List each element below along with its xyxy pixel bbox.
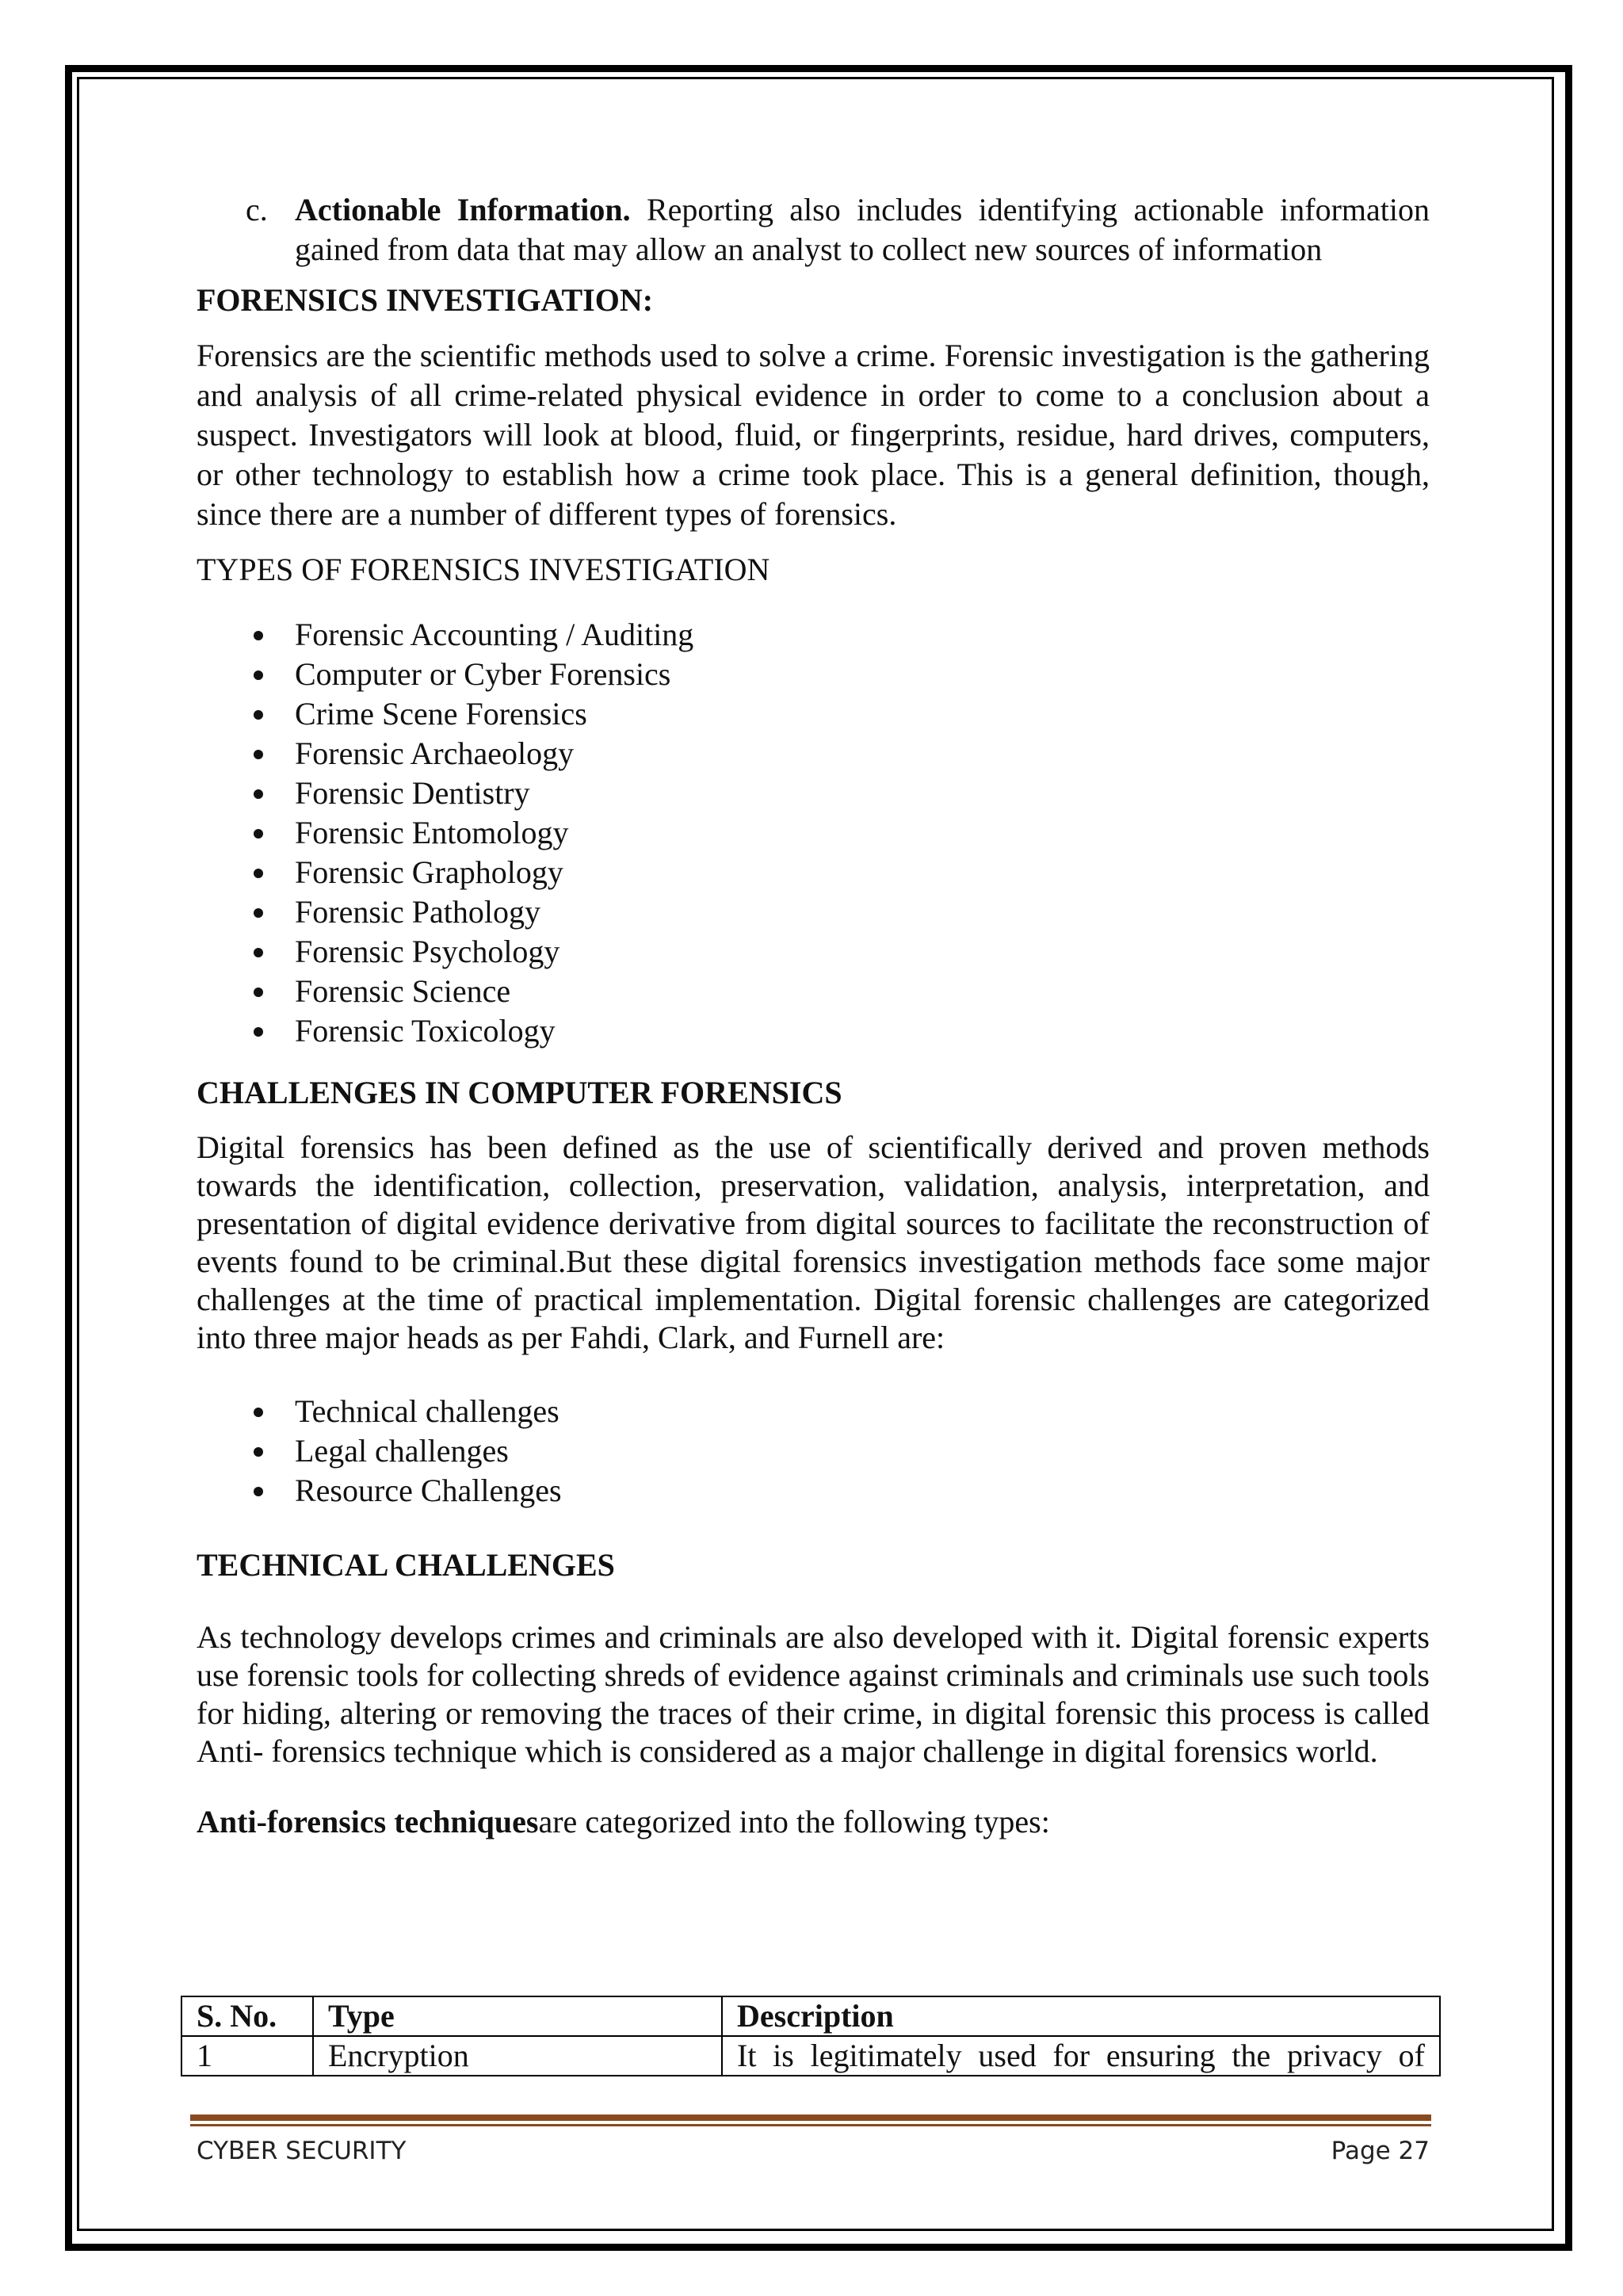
table-cell-type: Encryption: [313, 2036, 722, 2076]
technical-heading: TECHNICAL CHALLENGES: [197, 1547, 615, 1583]
footer-rule-thin: [190, 2124, 1431, 2126]
list-item: Crime Scene Forensics: [197, 694, 1430, 734]
list-item: Forensic Toxicology: [197, 1011, 1430, 1051]
bullet-icon: [254, 670, 263, 680]
list-item: Forensic Dentistry: [197, 774, 1430, 813]
bullet-icon: [254, 1408, 263, 1417]
bullet-icon: [254, 988, 263, 997]
bullet-icon: [254, 908, 263, 918]
table-header-row: [181, 1996, 1440, 2036]
challenges-list: [197, 1392, 1430, 1511]
technical-body: As technology develops crimes and criminals are also developed with it. Digital forensic experts use forensic tools for collecting shreds of evidence against criminals and criminals use such tools for hiding, altering or removing the traces of their crime, in digital forensic this process is called Anti- forensics technique which is considered as a major challenge in digital forensics world.: [197, 1619, 1430, 1769]
footer-rule-thick: [190, 2115, 1431, 2121]
actionable-information-item: [246, 190, 1430, 269]
table-row: [181, 2036, 1440, 2076]
column-header-sno: S. No.: [181, 1996, 313, 2036]
list-item: Forensic Pathology: [197, 892, 1430, 932]
table-cell-sno: 1: [181, 2036, 313, 2076]
list-item: Forensic Accounting / Auditing: [197, 615, 1430, 655]
column-header-type: Type: [313, 1996, 722, 2036]
list-item: Forensic Psychology: [197, 932, 1430, 972]
bullet-icon: [254, 829, 263, 839]
types-heading: TYPES OF FORENSICS INVESTIGATION: [197, 552, 770, 587]
page-number: Page 27: [1331, 2137, 1430, 2165]
bullet-icon: [254, 789, 263, 799]
forensics-heading: FORENSICS INVESTIGATION:: [197, 282, 654, 318]
anti-forensics-table: [181, 1996, 1441, 2076]
table-cell-description: It is legitimately used for ensuring the privacy of: [722, 2036, 1440, 2076]
anti-forensics-lead: Anti-forensics techniques: [197, 1804, 539, 1839]
list-item: Forensic Archaeology: [197, 734, 1430, 774]
bullet-icon: [254, 869, 263, 878]
actionable-information-lead: Actionable Information.: [295, 192, 631, 227]
bullet-icon: [254, 1487, 263, 1496]
types-list: [197, 615, 1430, 1051]
forensics-body: Forensics are the scientific methods used to solve a crime. Forensic investigation is the gathering and analysis of all crime-related physical evidence in order to come to a conclusion about a suspect. Investigators will look at blood, fluid, or fingerprints, residue, hard drives, computers, or other technology to establish how a crime took place. This is a general definition, though, since there are a number of different types of forensics.: [197, 338, 1430, 532]
list-item: Forensic Entomology: [197, 813, 1430, 853]
list-item: Legal challenges: [197, 1431, 1430, 1471]
footer-title: CYBER SECURITY: [197, 2137, 407, 2165]
challenges-body: Digital forensics has been defined as the use of scientifically derived and proven methods towards the identification, collection, preservation, validation, analysis, interpretation, and presentation of digital evidence derivative from digital sources to facilitate the reconstruction of events found to be criminal.But these digital forensics investigation methods face some major challenges at the time of practical implementation. Digital forensic challenges are categorized into three major heads as per Fahdi, Clark, and Furnell are:: [197, 1129, 1430, 1355]
bullet-icon: [254, 948, 263, 957]
list-item: Forensic Science: [197, 972, 1430, 1011]
page-content: [197, 190, 1430, 1842]
bullet-icon: [254, 631, 263, 640]
challenges-heading: CHALLENGES IN COMPUTER FORENSICS: [197, 1075, 842, 1110]
list-item: Technical challenges: [197, 1392, 1430, 1431]
bullet-icon: [254, 710, 263, 720]
bullet-icon: [254, 1447, 263, 1457]
column-header-description: Description: [722, 1996, 1440, 2036]
actionable-information-text: Reporting also includes identifying actionable information gained from data that may allow an analyst to collect new sources of information: [295, 192, 1430, 267]
anti-forensics-intro: [197, 1802, 1430, 1842]
list-item: Computer or Cyber Forensics: [197, 655, 1430, 694]
bullet-icon: [254, 750, 263, 759]
anti-forensics-text: are categorized into the following types:: [538, 1804, 1050, 1839]
list-item: Resource Challenges: [197, 1471, 1430, 1511]
list-item: Forensic Graphology: [197, 853, 1430, 892]
item-marker: c.: [246, 192, 268, 227]
bullet-icon: [254, 1027, 263, 1037]
